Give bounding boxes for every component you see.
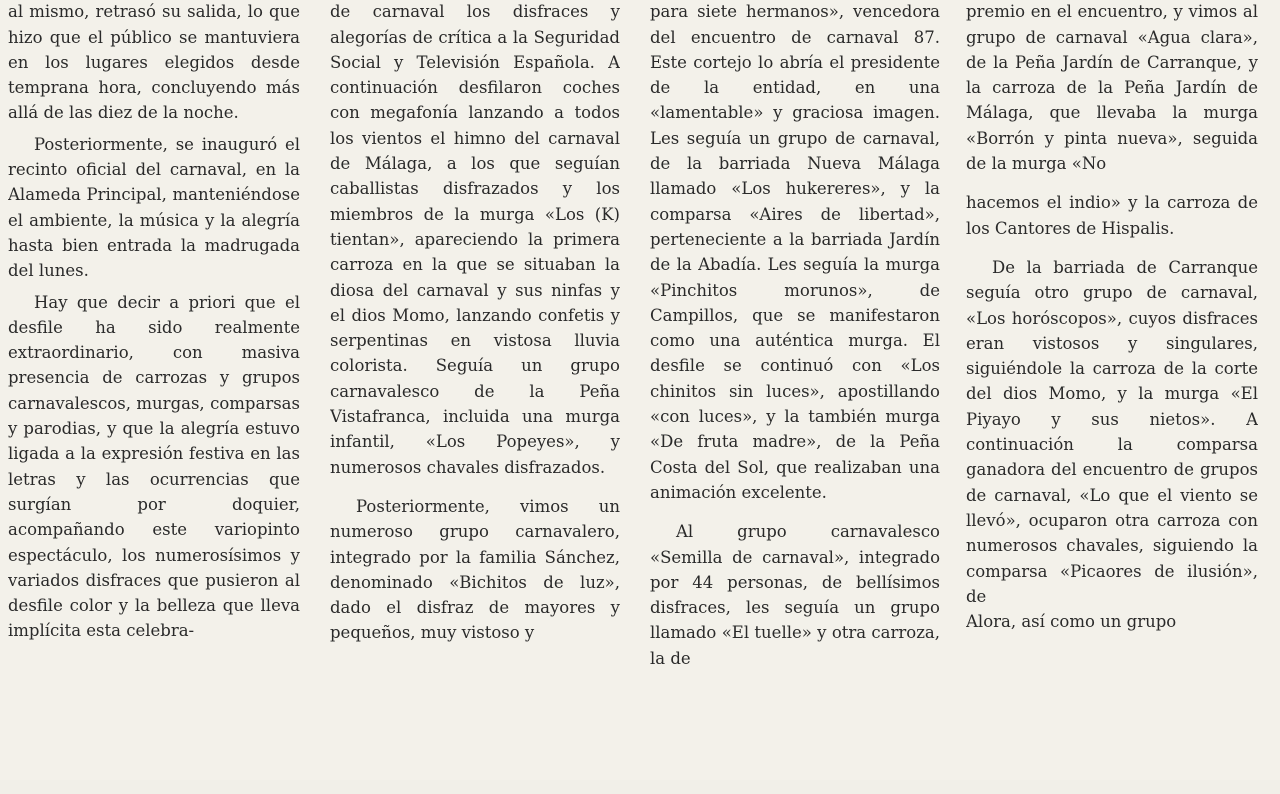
paragraph: premio en el encuentro, y vimos al grupo de carnaval «Agua clara», de la Peña Jardín de Carranque, y la carroza de la Peña Jardín de Málaga, que llevaba la murga «Borrón y pinta nueva», seguida de la murga «No (966, 2, 1258, 174)
paragraph: de carnaval los disfraces y alegorías de crítica a la Seguridad Social y Televisión Española. A continuación desfilaron coches con megafonía lanzando a todos los vientos el himno del carnaval de Málaga, a los que seguían caballistas disfrazados y los miembros de la murga «Los (K) tientan», apareciendo la primera carroza en la que se situaban la diosa del carnaval y sus ninfas y el dios Momo, lanzando confetis y serpentinas en vistosa lluvia colorista. Seguía un grupo carnavalesco de la Peña Vistafranca, incluida una murga infantil, «Los Popeyes», y numerosos chavales disfrazados. (330, 2, 620, 477)
article-column-2 (330, 0, 620, 794)
paragraph: Hay que decir a priori que el desfile ha sido realmente extraordinario, con masiva presencia de carrozas y grupos carnavalescos, murgas, comparsas y parodias, y que la alegría estuvo ligada a la expresión festiva en las letras y las ocurrencias que surgían por doquier, acompañando este variopinto espectáculo, los numerosísimos y variados disfraces que pusieron al desfile color y la belleza que lleva implícita esta celebra- (8, 292, 300, 641)
paragraph: Al grupo carnavalesco «Semilla de carnaval», integrado por 44 personas, de bellísimos disfraces, les seguía un grupo llamado «El tuelle» y otra carroza, la de (650, 522, 940, 668)
article-column-1 (8, 0, 300, 794)
paragraph: Posteriormente, vimos un numeroso grupo carnavalero, integrado por la familia Sánchez, denominado «Bichitos de luz», dado el disfraz de mayores y pequeños, muy vistoso y (330, 496, 620, 643)
paragraph: Posteriormente, se inauguró el recinto oficial del carnaval, en la Alameda Principal, manteniéndose el ambiente, la música y la alegría hasta bien entrada la madrugada del lunes. (8, 134, 300, 281)
paragraph: hacemos el indio» y la carroza de los Cantores de Hispalis. (966, 193, 1258, 238)
paragraph: Alora, así como un grupo (966, 612, 1177, 632)
paragraph: De la barriada de Carranque seguía otro grupo de carnaval, «Los horóscopos», cuyos disfraces eran vistosos y singulares, siguiéndole la carroza de la corte del dios Momo, y la murga «El Piyayo y sus nietos». A continuación la comparsa ganadora del encuentro de grupos de carnaval, «Lo que el viento se llevó», ocuparon otra carroza con numerosos chavales, siguiendo la comparsa «Picaores de ilusión», de (966, 257, 1258, 606)
article-column-3 (650, 0, 940, 794)
paragraph: para siete hermanos», vencedora del encuentro de carnaval 87. Este cortejo lo abría el presidente de la entidad, en una «lamentable» y graciosa imagen. Les seguía un grupo de carnaval, de la barriada Nueva Málaga llamado «Los hukereres», y la comparsa «Aires de libertad», perteneciente a la barriada Jardín de la Abadía. Les seguía la murga «Pinchitos morunos», de Campillos, que se manifestaron como una auténtica murga. El desfile se continuó con «Los chinitos sin luces», apostillando «con luces», y la también murga «De fruta madre», de la Peña Costa del Sol, que realizaban una animación excelente. (650, 2, 940, 502)
article-column-4 (966, 0, 1258, 794)
paragraph: al mismo, retrasó su salida, lo que hizo que el público se mantuviera en los lugares elegidos desde temprana hora, concluyendo más allá de las diez de la noche. (8, 2, 300, 123)
